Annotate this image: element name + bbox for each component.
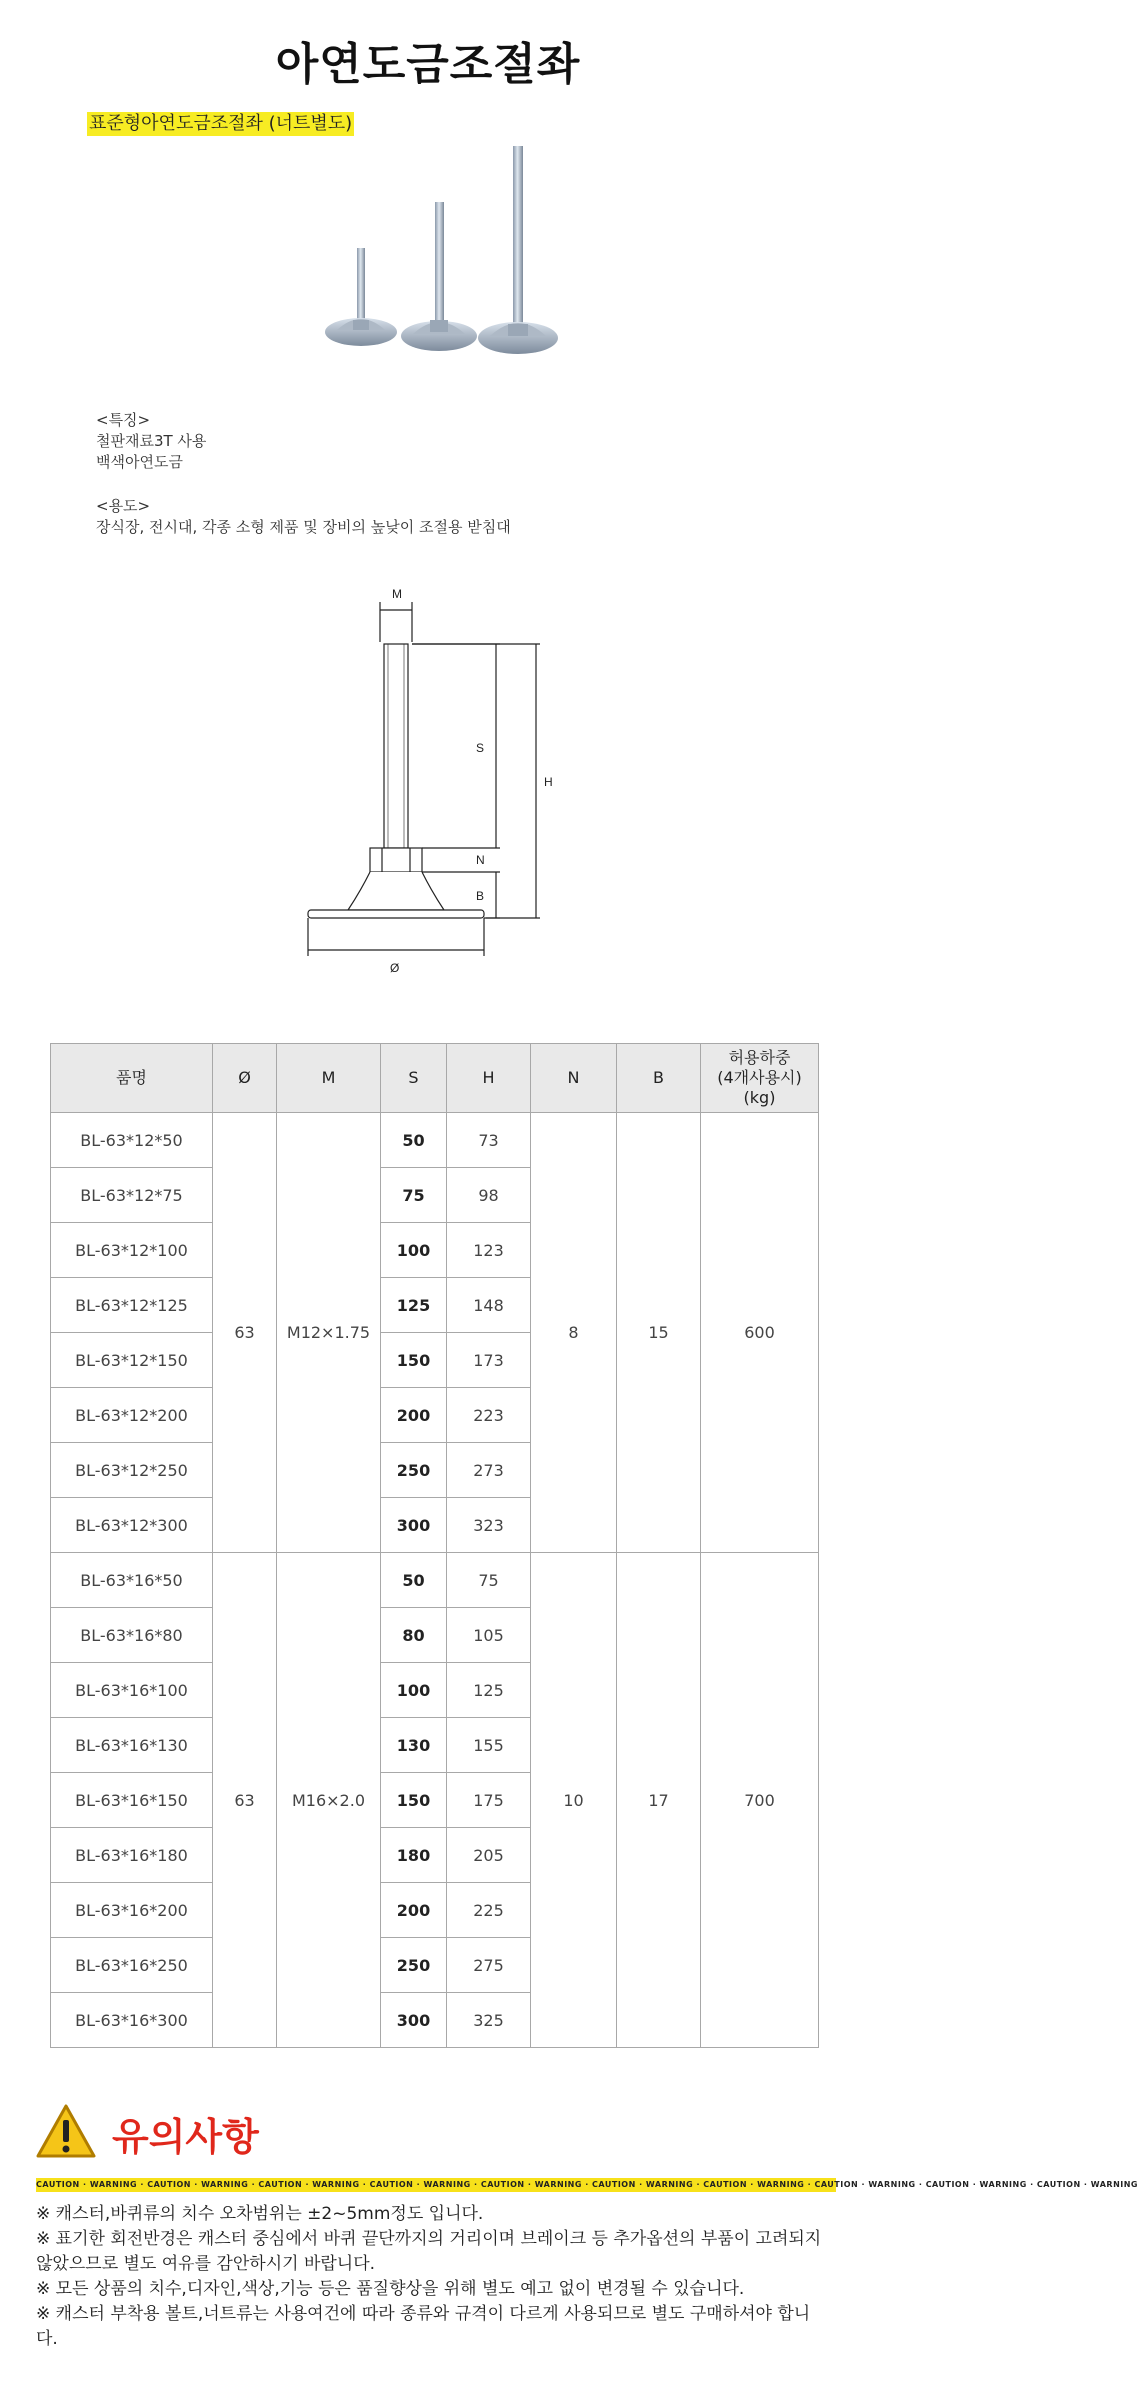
- cell-n: 10: [531, 1553, 617, 2048]
- cell-name: BL-63*12*150: [51, 1333, 213, 1388]
- cell-load: 700: [701, 1553, 819, 2048]
- cell-name: BL-63*12*75: [51, 1168, 213, 1223]
- cell-b: 17: [617, 1553, 701, 2048]
- cell-load: 600: [701, 1113, 819, 1553]
- cell-n: 8: [531, 1113, 617, 1553]
- cell-name: BL-63*16*80: [51, 1608, 213, 1663]
- label-h: H: [544, 775, 553, 789]
- caution-title: 유의사항: [112, 2115, 259, 2159]
- cell-h: 225: [447, 1883, 531, 1938]
- header-diameter: Ø: [213, 1044, 277, 1113]
- cell-thread: M16×2.0: [277, 1553, 381, 2048]
- note-item: ※ 모든 상품의 치수,디자인,색상,기능 등은 품질향상을 위해 별도 예고 없이 변경될 수 있습니다.: [36, 2279, 745, 2299]
- spec-table-body: [51, 1113, 819, 2048]
- cell-diameter: 63: [213, 1553, 277, 2048]
- header-s: S: [381, 1044, 447, 1113]
- leveler-medium: [401, 202, 477, 351]
- cell-h: 155: [447, 1718, 531, 1773]
- cell-name: BL-63*16*250: [51, 1938, 213, 1993]
- label-n: N: [476, 853, 485, 867]
- label-m: M: [392, 587, 402, 601]
- features-line: 철판재료3T 사용: [96, 432, 207, 450]
- cell-name: BL-63*16*150: [51, 1773, 213, 1828]
- cell-h: 125: [447, 1663, 531, 1718]
- cell-s: 125: [381, 1278, 447, 1333]
- cell-s: 200: [381, 1883, 447, 1938]
- note-item: ※ 표기한 회전반경은 캐스터 중심에서 바퀴 끝단까지의 거리이며 브레이크 등 추가옵션의 부품이 고려되지 않았으므로 별도 여유를 감안하시기 바랍니다.: [36, 2229, 822, 2274]
- caution-tape: CAUTION · WARNING · CAUTION · WARNING · CAUTION · WARNING · CAUTION · WARNING · CAUTION · WARNING · CAUTION · WARNING · CAUTION · WARNING · CAUTION · WARNING · CAUTION · WARNING · CAUTION · WARNING: [36, 2178, 836, 2192]
- label-s: S: [476, 741, 485, 755]
- features-heading: <특징>: [96, 411, 151, 429]
- product-photo: [185, 140, 685, 370]
- cell-s: 150: [381, 1773, 447, 1828]
- cell-s: 80: [381, 1608, 447, 1663]
- note-item: ※ 캐스터,바퀴류의 치수 오차범위는 ±2~5mm정도 입니다.: [36, 2204, 484, 2224]
- header-name: 품명: [51, 1044, 213, 1113]
- header-h: H: [447, 1044, 531, 1113]
- usage-heading: <용도>: [96, 497, 151, 515]
- cell-h: 223: [447, 1388, 531, 1443]
- cell-name: BL-63*16*180: [51, 1828, 213, 1883]
- cell-s: 50: [381, 1113, 447, 1168]
- cell-h: 325: [447, 1993, 531, 2048]
- page-title: 아연도금조절좌: [275, 39, 581, 90]
- cell-h: 148: [447, 1278, 531, 1333]
- cell-name: BL-63*16*100: [51, 1663, 213, 1718]
- cell-h: 275: [447, 1938, 531, 1993]
- product-subtitle: 표준형아연도금조절좌 (너트별도): [89, 113, 353, 134]
- cell-s: 250: [381, 1938, 447, 1993]
- cell-h: 205: [447, 1828, 531, 1883]
- cell-h: 323: [447, 1498, 531, 1553]
- usage-line: 장식장, 전시대, 각종 소형 제품 및 장비의 높낮이 조절용 받침대: [96, 518, 511, 536]
- table-row: [51, 1553, 819, 1608]
- cell-s: 180: [381, 1828, 447, 1883]
- cell-s: 130: [381, 1718, 447, 1773]
- cell-h: 73: [447, 1113, 531, 1168]
- cell-h: 75: [447, 1553, 531, 1608]
- leveler-small: [325, 248, 397, 346]
- cell-name: BL-63*12*200: [51, 1388, 213, 1443]
- cell-h: 123: [447, 1223, 531, 1278]
- cell-s: 100: [381, 1223, 447, 1278]
- label-b: B: [476, 889, 485, 903]
- header-load: 허용하중 (4개사용시) (kg): [701, 1044, 819, 1113]
- cell-name: BL-63*16*200: [51, 1883, 213, 1938]
- cell-h: 98: [447, 1168, 531, 1223]
- cell-s: 75: [381, 1168, 447, 1223]
- cell-s: 50: [381, 1553, 447, 1608]
- header-m: M: [277, 1044, 381, 1113]
- cell-s: 150: [381, 1333, 447, 1388]
- label-diameter: Ø: [390, 961, 400, 975]
- cell-b: 15: [617, 1113, 701, 1553]
- cell-name: BL-63*12*50: [51, 1113, 213, 1168]
- leveler-large: [478, 146, 558, 354]
- note-item: ※ 캐스터 부착용 볼트,너트류는 사용여건에 따라 종류와 규격이 다르게 사용되므로 별도 구매하셔야 합니다.: [36, 2304, 811, 2349]
- cell-h: 105: [447, 1608, 531, 1663]
- cell-s: 100: [381, 1663, 447, 1718]
- spec-table: [50, 1043, 819, 2048]
- cell-s: 250: [381, 1443, 447, 1498]
- cell-s: 300: [381, 1993, 447, 2048]
- cell-name: BL-63*12*300: [51, 1498, 213, 1553]
- cell-h: 173: [447, 1333, 531, 1388]
- cell-s: 200: [381, 1388, 447, 1443]
- table-header-row: [51, 1044, 819, 1113]
- dimension-diagram: [300, 580, 600, 1000]
- cell-name: BL-63*16*50: [51, 1553, 213, 1608]
- header-n: N: [531, 1044, 617, 1113]
- table-row: [51, 1113, 819, 1168]
- cell-h: 175: [447, 1773, 531, 1828]
- cell-name: BL-63*12*125: [51, 1278, 213, 1333]
- features-line: 백색아연도금: [96, 453, 183, 471]
- cell-name: BL-63*12*250: [51, 1443, 213, 1498]
- cell-name: BL-63*12*100: [51, 1223, 213, 1278]
- cell-s: 300: [381, 1498, 447, 1553]
- caution-notes: [36, 2202, 828, 2352]
- cell-thread: M12×1.75: [277, 1113, 381, 1553]
- warning-triangle-icon: [38, 2106, 94, 2156]
- header-b: B: [617, 1044, 701, 1113]
- cell-name: BL-63*16*300: [51, 1993, 213, 2048]
- features-block: [96, 410, 206, 473]
- usage-block: [96, 496, 511, 538]
- cell-diameter: 63: [213, 1113, 277, 1553]
- cell-h: 273: [447, 1443, 531, 1498]
- cell-name: BL-63*16*130: [51, 1718, 213, 1773]
